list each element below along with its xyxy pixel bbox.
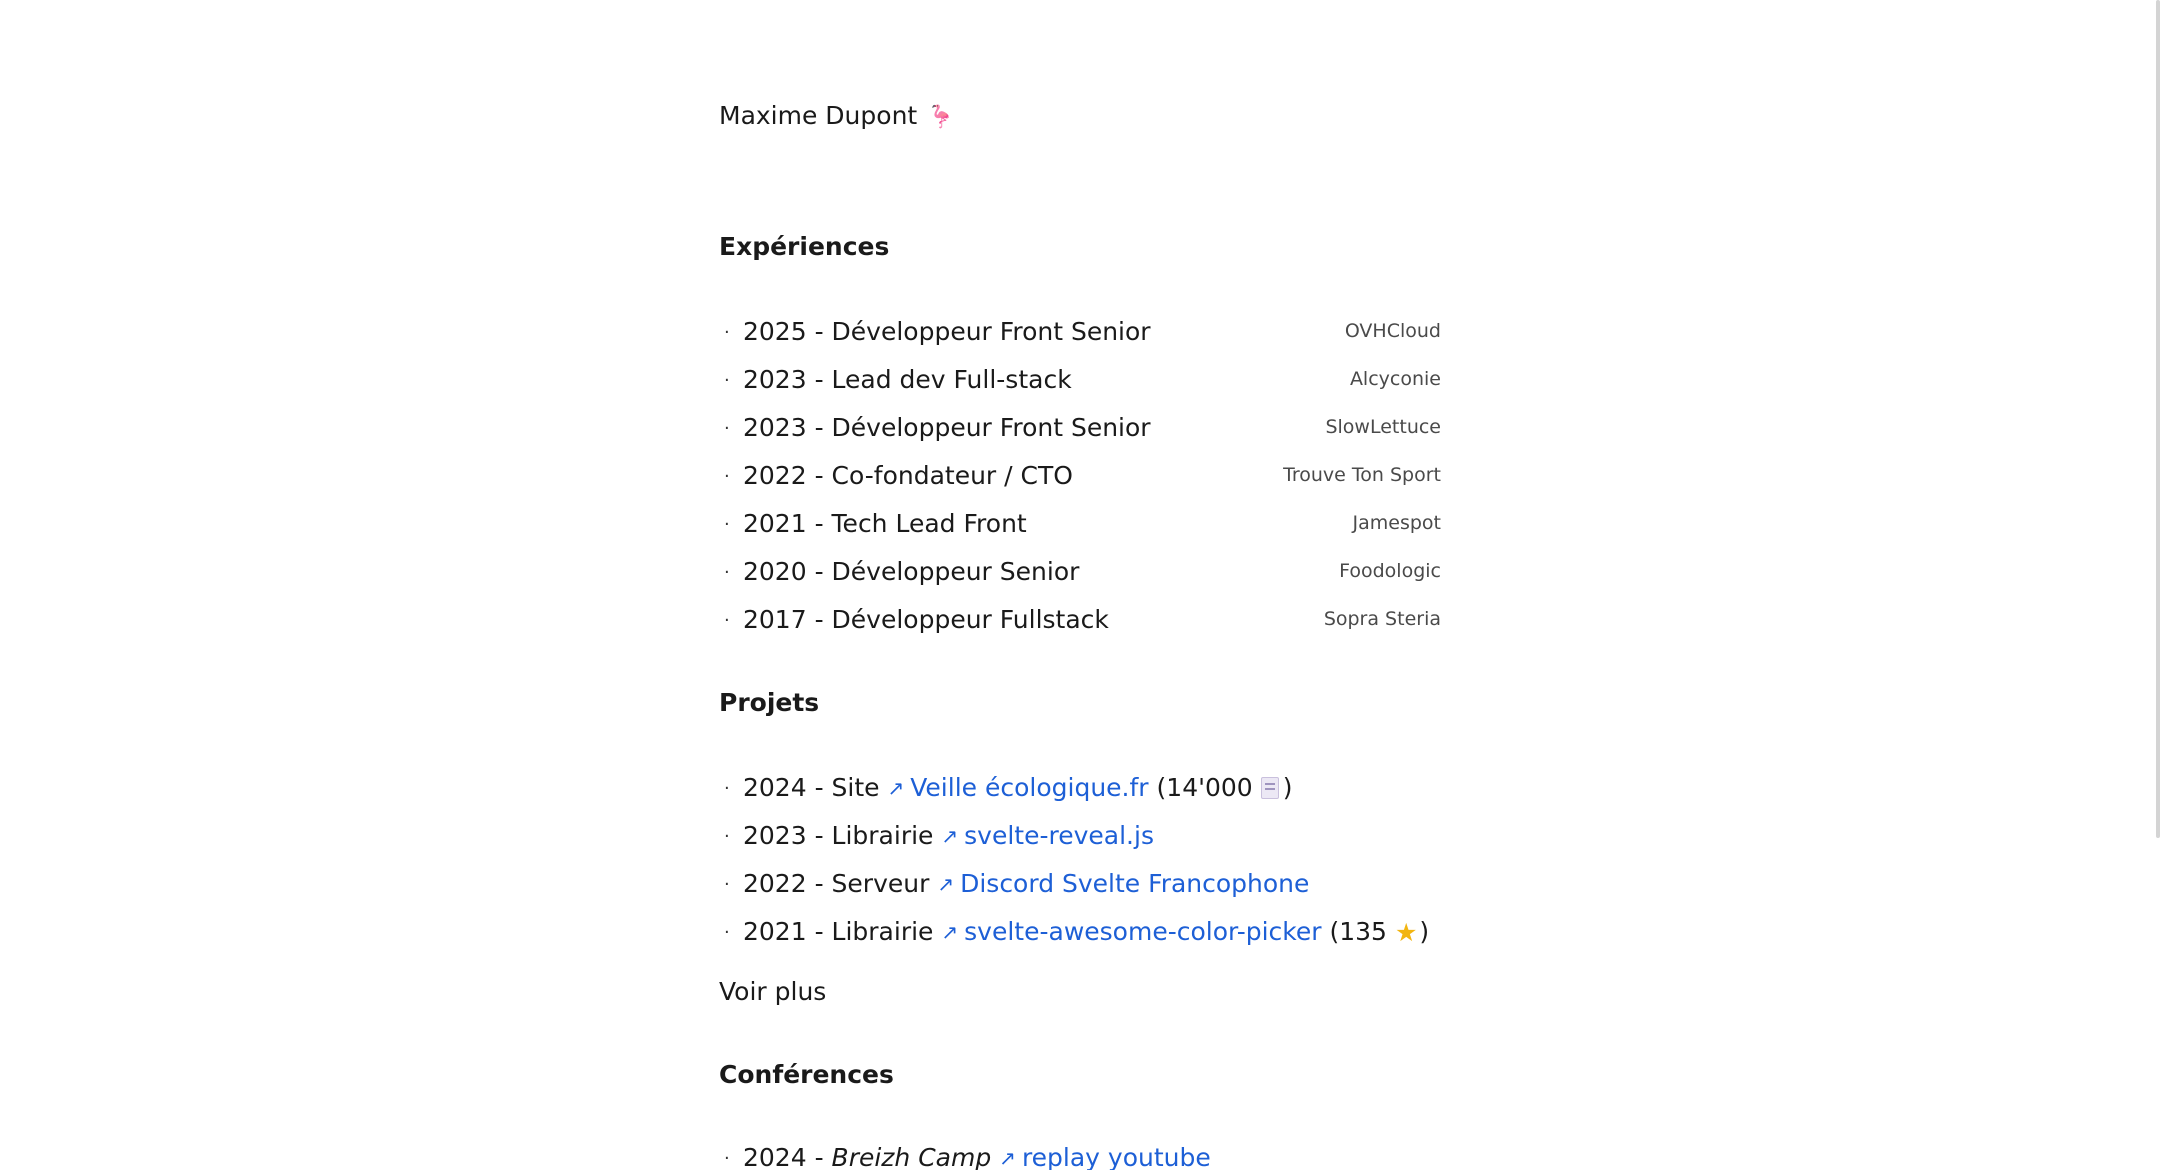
project-stat-open: (14'000 <box>1156 773 1253 802</box>
experience-company: Trouve Ton Sport <box>1283 464 1441 486</box>
project-item <box>719 908 1441 956</box>
project-link-text: svelte-reveal.js <box>964 821 1154 850</box>
scrollbar-thumb[interactable] <box>2156 0 2160 838</box>
conference-item <box>719 1134 1441 1170</box>
project-prefix: 2023 - Librairie <box>743 821 934 850</box>
external-link-arrow-icon: ↗ <box>941 824 959 848</box>
experience-text: 2021 - Tech Lead Front <box>743 509 1027 538</box>
bullet: · <box>724 922 730 943</box>
experience-text: 2022 - Co-fondateur / CTO <box>743 461 1073 490</box>
bullet: · <box>724 826 730 847</box>
experience-item <box>719 308 1441 356</box>
experience-company: SlowLettuce <box>1325 416 1441 438</box>
bullet: · <box>724 322 730 343</box>
project-link-veille-ecologique[interactable] <box>888 773 1149 802</box>
experience-text: 2025 - Développeur Front Senior <box>743 317 1151 346</box>
experience-item <box>719 404 1441 452</box>
experience-item <box>719 596 1441 644</box>
conference-year: 2024 - <box>743 1143 832 1170</box>
project-link-discord-svelte[interactable] <box>937 869 1309 898</box>
project-link-text: Discord Svelte Francophone <box>960 869 1310 898</box>
experience-item <box>719 356 1441 404</box>
project-link-text: Veille écologique.fr <box>910 773 1149 802</box>
experience-text: 2023 - Développeur Front Senior <box>743 413 1151 442</box>
profile-name <box>719 96 955 138</box>
project-stat-close: ) <box>1419 917 1430 946</box>
experience-text: 2023 - Lead dev Full-stack <box>743 365 1072 394</box>
bullet: · <box>724 1148 730 1169</box>
experiences-title: Expériences <box>719 232 890 261</box>
bullet: · <box>724 562 730 583</box>
flamingo-icon: 🦩 <box>927 105 955 130</box>
conference-link-text: replay youtube <box>1021 1143 1211 1170</box>
project-item <box>719 812 1441 860</box>
scrollbar-track[interactable] <box>2155 0 2160 1170</box>
experience-company: Sopra Steria <box>1323 608 1441 630</box>
voir-plus-button[interactable]: Voir plus <box>719 977 827 1006</box>
project-prefix: 2021 - Librairie <box>743 917 934 946</box>
bullet: · <box>724 466 730 487</box>
bullet: · <box>724 370 730 391</box>
experience-item <box>719 500 1441 548</box>
conference-event: Breizh Camp <box>831 1143 992 1170</box>
experience-text: 2017 - Développeur Fullstack <box>743 605 1109 634</box>
experience-item <box>719 548 1441 596</box>
experience-item <box>719 452 1441 500</box>
experience-company: Jamespot <box>1352 512 1441 534</box>
external-link-arrow-icon: ↗ <box>999 1146 1016 1170</box>
bullet: · <box>724 778 730 799</box>
project-item <box>719 860 1441 908</box>
project-prefix: 2024 - Site <box>743 773 880 802</box>
project-link-text: svelte-awesome-color-picker <box>964 917 1322 946</box>
external-link-arrow-icon: ↗ <box>941 920 959 944</box>
project-stat-close: ) <box>1282 773 1293 802</box>
projects-title: Projets <box>719 688 820 717</box>
project-link-svelte-reveal[interactable] <box>941 821 1154 850</box>
experience-company: Alcyconie <box>1349 368 1441 390</box>
project-prefix: 2022 - Serveur <box>743 869 930 898</box>
bullet: · <box>724 874 730 895</box>
document-icon <box>1261 777 1279 799</box>
bullet: · <box>724 610 730 631</box>
project-stat-open: (135 <box>1329 917 1387 946</box>
bullet: · <box>724 418 730 439</box>
experience-company: Foodologic <box>1339 560 1441 582</box>
project-link-color-picker[interactable] <box>941 917 1321 946</box>
conferences-title: Conférences <box>719 1060 894 1089</box>
experience-text: 2020 - Développeur Senior <box>743 557 1080 586</box>
bullet: · <box>724 514 730 535</box>
conference-replay-link[interactable] <box>999 1143 1211 1170</box>
external-link-arrow-icon: ↗ <box>937 872 955 896</box>
project-item <box>719 764 1441 812</box>
external-link-arrow-icon: ↗ <box>887 776 905 800</box>
experience-company: OVHCloud <box>1344 320 1441 342</box>
profile-name-text: Maxime Dupont <box>719 101 918 130</box>
star-icon: ★ <box>1394 918 1418 947</box>
